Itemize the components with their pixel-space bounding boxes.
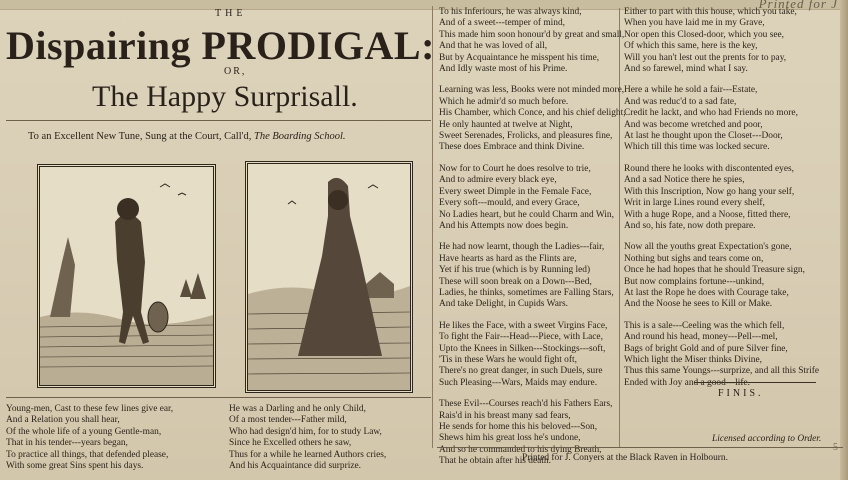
verse-line: And to admire every black eye, bbox=[439, 175, 557, 186]
verse-line: But now complains fortune---unkind, bbox=[624, 276, 765, 287]
folio-number: 5 bbox=[833, 442, 838, 453]
verse-line: Which he admir'd so much before. bbox=[439, 96, 569, 107]
verse-line: To practice all things, that defended please, bbox=[6, 449, 169, 460]
stanza bbox=[439, 321, 617, 389]
column-rule bbox=[432, 6, 433, 448]
imprint-rule bbox=[437, 447, 843, 448]
finis-rule bbox=[694, 382, 816, 383]
column-rule bbox=[619, 8, 620, 448]
verse-line: Once he had hopes that he should Treasure sign, bbox=[624, 265, 805, 276]
verse-line: Have hearts as hard as the Flints are, bbox=[439, 253, 577, 264]
verse-line: He sends for home this his beloved---Son, bbox=[439, 422, 598, 432]
verse-line: This made him soon honour'd by great and small, bbox=[439, 29, 625, 40]
verse-line: Shews him his great loss he's undone, bbox=[439, 433, 581, 444]
stanza bbox=[439, 7, 625, 75]
stanza bbox=[624, 321, 840, 389]
verse-line: To fight the Fair---Head---Piece, with Lace, bbox=[439, 332, 603, 343]
ballad-subtitle: The Happy Surprisall. bbox=[92, 80, 358, 113]
verse-line: Ended with Joy and a good---life. bbox=[624, 377, 751, 388]
stanza bbox=[624, 242, 840, 310]
imprint: Printed for J. Conyers at the Black Raven in Holbourn. bbox=[522, 453, 728, 463]
license-line: Licensed according to Order. bbox=[712, 434, 822, 444]
stanza bbox=[439, 242, 617, 310]
verse-line: Will you han't lest out the prents for to pay, bbox=[624, 52, 787, 63]
tune-prefix: To an Excellent New Tune, Sung at the Court, Call'd, bbox=[28, 131, 252, 142]
verse-line: And a Relation you shall hear, bbox=[6, 415, 120, 426]
verse-line: These does Embrace and think Divine. bbox=[439, 142, 585, 153]
verse-line: And so farewel, mind what I say. bbox=[624, 64, 748, 75]
finis: FINIS. bbox=[718, 388, 764, 399]
verse-line: Young-men, Cast to these few lines give ear, bbox=[6, 404, 174, 414]
verse-line: And so, his fate, now doth prepare. bbox=[624, 220, 756, 231]
verse-line: Bags of bright Gold and of pure Silver fine, bbox=[624, 343, 788, 354]
verse-line: Round there he looks with discontented eyes, bbox=[624, 163, 795, 174]
verse-line: No Ladies heart, but he could Charm and Win, bbox=[439, 209, 614, 220]
verse-line: Of a most tender---Father mild, bbox=[229, 415, 347, 426]
stanza bbox=[624, 85, 840, 153]
verse-line: When you have laid me in my Grave, bbox=[624, 18, 765, 29]
verse-line: At last the Rope he does with Courage take, bbox=[624, 287, 789, 298]
verse-line: And take Delight, in Cupids Wars. bbox=[439, 299, 569, 310]
woodcut-gentleman bbox=[37, 164, 216, 388]
verse-line: That in his tender---years began, bbox=[6, 438, 128, 449]
verse-line: Learning was less, Books were not minded more, bbox=[439, 85, 625, 96]
verse-line: With this Inscription, Now go hang your self, bbox=[624, 186, 795, 197]
verse-line: Since he Excelled others he saw, bbox=[229, 438, 352, 449]
verse-line: At last he thought upon the Closet---Door, bbox=[624, 131, 783, 142]
verse-line: Writ in large Lines round every shelf, bbox=[624, 198, 765, 209]
verse-line: Upto the Knees in Silken---Stockings---soft, bbox=[439, 343, 606, 354]
stanza bbox=[439, 85, 626, 153]
verse-line: Ladies, he thinks, sometimes are Falling Stars, bbox=[439, 287, 614, 298]
verse-line: He only haunted at twelve at Night, bbox=[439, 119, 573, 130]
verse-line: His Chamber, which Conce, and his chief delight, bbox=[439, 108, 626, 119]
verse-line: And was reduc'd to a sad fate, bbox=[624, 96, 737, 107]
verse-line: And that he was loved of all, bbox=[439, 41, 548, 52]
page-edge bbox=[840, 0, 848, 480]
verse-line: Thus for a while he learned Authors cries, bbox=[229, 449, 387, 460]
second-stanza bbox=[229, 404, 429, 472]
verse-line: And his Attempts now does begin. bbox=[439, 220, 569, 231]
verse-line: There's no great danger, in such Duels, sure bbox=[439, 366, 603, 377]
stanza bbox=[624, 7, 840, 75]
verse-line: And Idly waste most of his Prime. bbox=[439, 64, 568, 75]
title-or: OR, bbox=[224, 66, 247, 77]
verse-line: And so he commanded to his dying Breath, bbox=[439, 444, 602, 455]
verse-line: And round his head, money---Pell---mel, bbox=[624, 332, 778, 343]
title-the: THE bbox=[215, 8, 247, 19]
stanza bbox=[624, 164, 840, 232]
verse-line: With a huge Rope, and a Noose, fitted there, bbox=[624, 209, 791, 220]
verse-line: Nothing but sighs and tears come on, bbox=[624, 253, 764, 264]
divider-rule bbox=[6, 397, 431, 398]
verse-line: He likes the Face, with a sweet Virgins Face, bbox=[439, 320, 608, 331]
verse-line: These will soon break on a Down---Bed, bbox=[439, 276, 592, 287]
verse-line: Sweet Serenades, Frolicks, and pleasures fine, bbox=[439, 131, 613, 142]
verse-line: Which till this time was locked secure. bbox=[624, 142, 770, 153]
verse-line: Which light the Miser thinks Divine, bbox=[624, 354, 763, 365]
verse-line: And the Noose he sees to Kill or Make. bbox=[624, 299, 773, 310]
woodcut-lady bbox=[245, 161, 413, 393]
verse-line: And of a sweet---temper of mind, bbox=[439, 18, 565, 29]
verse-line: Who had design'd him, for to study Law, bbox=[229, 426, 382, 437]
verse-line: Thus this same Youngs---surprize, and all this Strife bbox=[624, 366, 820, 377]
verse-line: Either to part with this house, which you take, bbox=[624, 7, 797, 17]
verse-line: He was a Darling and he only Child, bbox=[229, 404, 366, 414]
verse-line: That he obtain after his death. bbox=[439, 456, 551, 467]
verse-line: Nor open this Closed-door, which you see, bbox=[624, 29, 785, 40]
verse-column-2 bbox=[624, 7, 840, 399]
tune-name: The Boarding School. bbox=[254, 131, 346, 142]
verse-line: Rais'd in his breast many sad fears, bbox=[439, 410, 571, 421]
divider-rule bbox=[6, 120, 431, 121]
stanza bbox=[439, 164, 617, 232]
verse-line: And a sad Notice there he spies, bbox=[624, 175, 745, 186]
verse-line: Of the whole life of a young Gentle-man, bbox=[6, 426, 162, 437]
tune-line bbox=[28, 131, 346, 142]
opening-stanza bbox=[6, 404, 222, 472]
verse-line: These Evil---Courses reach'd his Fathers Ears, bbox=[439, 399, 613, 410]
verse-line: 'Tis in these Wars he would fight oft, bbox=[439, 354, 577, 365]
verse-line: Now all the youths great Expectation's gone, bbox=[624, 242, 792, 253]
verse-line: Every soft---mould, and every Grace, bbox=[439, 198, 580, 209]
verse-line: Yet if his true (which is by Running led) bbox=[439, 265, 591, 276]
ballad-title: Dispairing PRODIGAL: bbox=[6, 23, 435, 68]
verse-line: Now for to Court he does resolve to trie, bbox=[439, 163, 591, 174]
verse-line: This is a sale---Ceeling was the which fell, bbox=[624, 320, 785, 331]
adjacent-sheet-text: Printed for J bbox=[758, 0, 838, 11]
verse-line: And was become wretched and poor, bbox=[624, 119, 763, 130]
verse-line: Of which this same, here is the key, bbox=[624, 41, 758, 52]
verse-line: Here a while he sold a fair---Estate, bbox=[624, 85, 758, 96]
verse-line: And his Acquaintance did surprize. bbox=[229, 461, 361, 472]
verse-line: Such Pleasing---Wars, Maids may endure. bbox=[439, 377, 598, 388]
verse-line: Every sweet Dimple in the Female Face, bbox=[439, 186, 592, 197]
verse-line: He had now learnt, though the Ladies---fair, bbox=[439, 242, 605, 253]
verse-line: With some great Sins spent his days. bbox=[6, 461, 144, 472]
verse-line: But by Acquaintance he misspent his time, bbox=[439, 52, 600, 63]
verse-line: To his Inferiours, he was always kind, bbox=[439, 7, 582, 17]
verse-line: Credit he lackt, and who had Friends no more, bbox=[624, 108, 798, 119]
